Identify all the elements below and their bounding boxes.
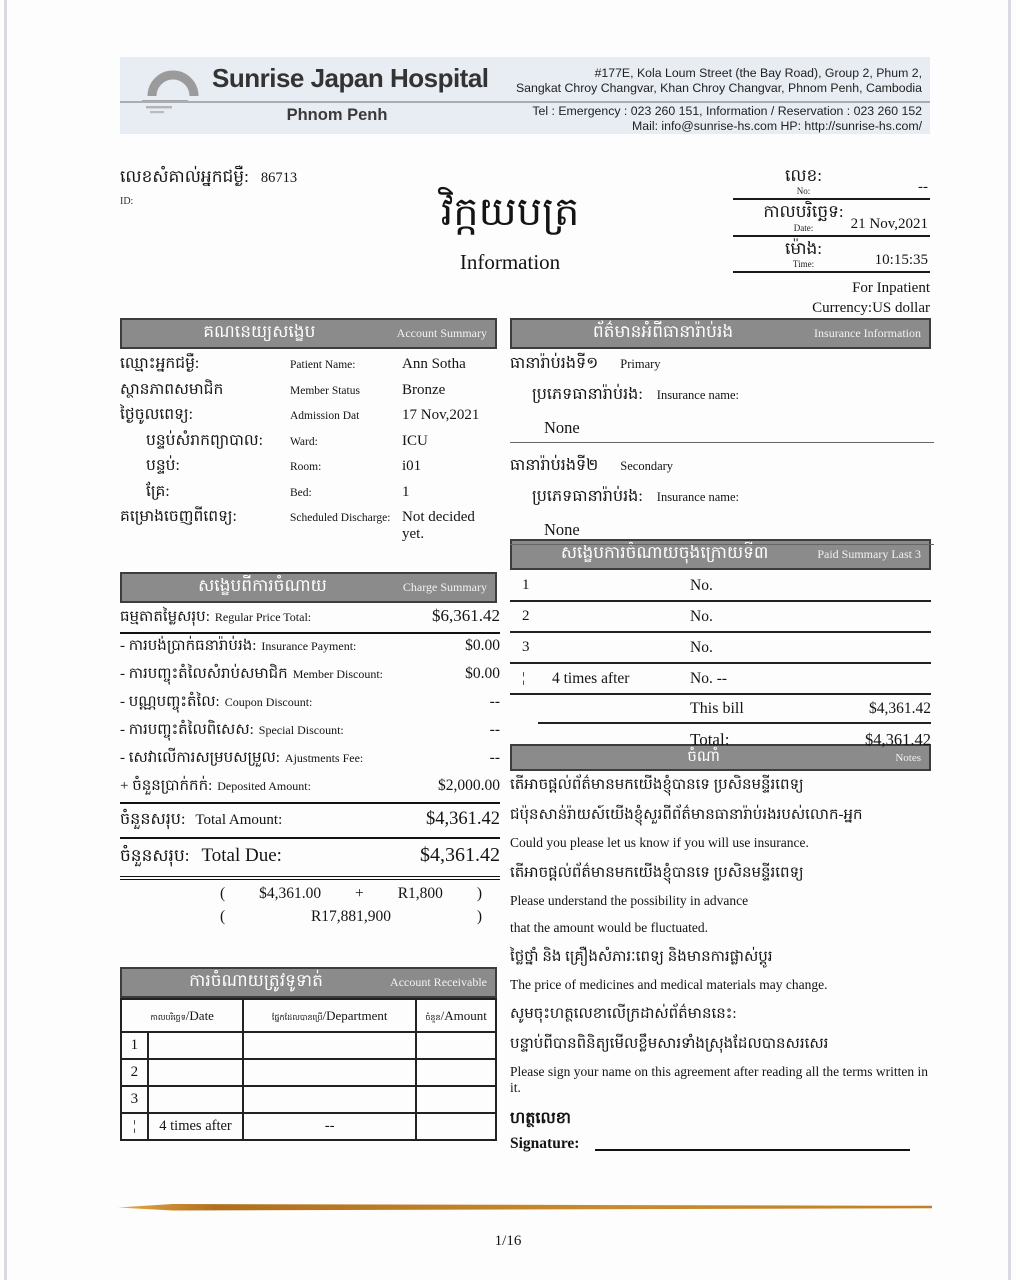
total-amount-label-en: Total Amount:	[195, 812, 283, 828]
regular-price-label-en: Regular Price Total:	[214, 610, 312, 624]
currency-label: Currency:US dollar	[812, 300, 930, 317]
hospital-name: Sunrise Japan Hospital	[212, 63, 489, 93]
total-due-label-km: ចំនួនសរុប:	[120, 846, 190, 865]
paid-row-2-no: No.	[690, 607, 713, 625]
signature-label-km: ហត្ថលេខា	[510, 1110, 571, 1127]
receivable-row-2: 2	[121, 1059, 496, 1086]
meta-date-label-km: កាលបរិច្ឆេទ:	[763, 202, 844, 222]
receivable-col-date-km: កាលបរិច្ឆេទ	[150, 1012, 186, 1022]
paid-row-3-num: 3	[522, 639, 530, 655]
meta-time-label-km: ម៉ោង:	[784, 238, 823, 258]
secondary-insurance-type-en: Insurance name:	[656, 490, 740, 504]
room-value: i01	[402, 458, 422, 474]
deposited-amount-row	[120, 776, 500, 804]
member-discount-value: $0.00	[465, 665, 500, 682]
patient-id-value: 86713	[260, 170, 298, 186]
note-line-9: សូមចុះហត្ថលេខាលើក្រដាស់ព័ត៌មាននេះ:	[510, 1006, 737, 1022]
document-title-km: វិក្កយបត្រ	[440, 189, 580, 234]
deposited-amount-value: $2,000.00	[438, 777, 500, 794]
secondary-insurance-label-en: Secondary	[620, 459, 674, 473]
member-status-row	[120, 379, 500, 405]
member-status-label-en: Member Status	[290, 384, 360, 397]
breakdown1-close-paren: )	[476, 885, 482, 902]
account-receivable-title-en: Account Receivable	[390, 975, 487, 989]
paid-row-4-no: No. --	[690, 669, 728, 687]
paid-row-2-num: 2	[522, 608, 530, 624]
ward-row	[120, 430, 500, 456]
total-amount-label-km: ចំនួនសរុប:	[120, 811, 186, 828]
insurance-title-en: Insurance Information	[814, 326, 921, 340]
note-line-1: តើអាចផ្តល់ព័ត៌មានមកយើងខ្ញុំបានទេ ប្រសិនមន្ទីរពេទ្យ	[510, 777, 804, 793]
coupon-discount-row	[120, 692, 500, 720]
account-summary-body	[120, 353, 500, 543]
room-label-en: Room:	[290, 461, 322, 473]
paid-row-2	[510, 602, 931, 633]
hospital-header	[120, 57, 930, 134]
hospital-address-line2: Sangkat Chroy Changvar, Khan Chroy Changvar, Phnom Penh, Cambodia	[515, 81, 922, 95]
breakdown1-usd: $4,361.00	[259, 885, 322, 902]
primary-insurance-head	[510, 352, 934, 376]
secondary-insurance-label-km: ធានារ៉ាប់រងទី២	[510, 457, 599, 474]
receivable-row-1: 1	[121, 1032, 496, 1059]
receivable-col-department-en: /Department	[322, 1007, 388, 1023]
adjustments-fee-value: --	[489, 749, 500, 766]
scan-right-edge	[1008, 0, 1011, 1280]
special-discount-label-en: Special Discount:	[258, 723, 344, 737]
member-discount-label-en: Member Discount:	[292, 667, 384, 681]
deposited-amount-label-en: Deposited Amount:	[217, 779, 311, 793]
paid-total-row	[510, 724, 931, 755]
bed-label-km: គ្រែ:	[146, 482, 170, 500]
paid-row-4-label: 4 times after	[552, 669, 630, 687]
meta-no-label-en: No:	[796, 186, 811, 197]
admission-date-label-en: Admission Dat	[290, 410, 360, 422]
scheduled-discharge-label-km: គម្រោងចេញពីពេទ្យ:	[120, 508, 237, 525]
member-discount-label-km: - ការបញ្ចុះតំលៃសំរាប់សមាជិក	[120, 666, 288, 682]
account-summary-title-km: គណនេយ្យសង្ខេប	[203, 322, 316, 341]
receivable-col-date	[121, 999, 243, 1032]
insurance-header	[510, 318, 931, 349]
insurance-payment-label-en: Insurance Payment:	[261, 639, 357, 653]
hospital-mail-line: Mail: info@sunrise-hs.com HP: http://sunrise-hs.com/	[632, 119, 922, 133]
note-line-11: Please sign your name on this agreement after reading all the terms written in it.	[510, 1064, 928, 1095]
hospital-phone-line: Tel : Emergency : 023 260 151, Information / Reservation : 023 260 152	[532, 104, 922, 118]
secondary-insurance-underline	[510, 544, 934, 545]
patient-name-row	[120, 353, 500, 379]
breakdown1-plus: +	[355, 885, 364, 902]
signature-label-en: Signature:	[510, 1135, 580, 1152]
insurance-payment-value: $0.00	[465, 637, 500, 654]
adjustments-fee-label-km: - សេវាលើការសម្របសម្រួល:	[120, 750, 280, 766]
patient-id-label-en: ID:	[120, 196, 134, 207]
total-amount-value: $4,361.42	[426, 809, 500, 829]
ward-label-en: Ward:	[290, 435, 318, 448]
inpatient-label: For Inpatient	[852, 280, 930, 297]
paid-row-4-num: ¦	[522, 670, 526, 686]
room-label-km: បន្ទប់:	[146, 457, 180, 474]
insurance-body	[510, 352, 934, 545]
meta-no-row	[733, 166, 930, 200]
regular-price-label-km: ធម្មតាតម្លៃសរុប:	[120, 609, 210, 625]
this-bill-label: This bill	[690, 699, 744, 717]
receivable-header-row	[121, 999, 496, 1032]
notes-title-km: ចំណាំ	[687, 748, 720, 765]
ward-value: ICU	[402, 432, 428, 449]
meta-no-label-km: លេខ:	[784, 166, 823, 185]
this-bill-value: $4,361.42	[869, 699, 931, 717]
account-receivable-title-km: ការចំណាយត្រូវទូទាត់	[189, 971, 323, 990]
gold-divider	[118, 1199, 932, 1208]
member-status-value: Bronze	[402, 381, 446, 398]
adjustments-fee-row	[120, 748, 500, 776]
scan-left-edge	[4, 0, 7, 1280]
receivable-col-amount-km: ចំនួន	[425, 1012, 441, 1022]
bed-label-en: Bed:	[290, 486, 312, 499]
special-discount-row	[120, 720, 500, 748]
note-line-3: Could you please let us know if you will use insurance.	[510, 835, 809, 850]
notes-body	[510, 775, 940, 1153]
hospital-branch: Phnom Penh	[286, 106, 388, 124]
admission-date-value: 17 Nov,2021	[402, 407, 480, 423]
note-line-2: ជប៉ុនសាន់រ៉ាយស៍យើងខ្ញុំសួរពីព័ត៌មានធានារ៉ាប់រងរបស់លោក-អ្នក	[510, 807, 863, 823]
breakdown1-open-paren: (	[220, 885, 226, 902]
account-summary-title-en: Account Summary	[396, 326, 487, 340]
total-amount-row	[120, 804, 500, 839]
insurance-payment-label-km: - ការបង់ប្រាក់ធនារ៉ាប់រង:	[120, 638, 257, 654]
receivable-col-department-km: ផ្នែកដែលបានប្រើ	[271, 1012, 323, 1022]
note-line-10: បន្ទាប់ពីបានពិនិត្យមើលខ្លឹមសារទាំងស្រុងដែលបានសរសេរ	[510, 1036, 829, 1052]
scheduled-discharge-row	[120, 506, 500, 543]
bed-row	[120, 481, 500, 507]
paid-row-3	[510, 633, 931, 664]
primary-insurance-label-km: ធានារ៉ាប់រងទី១	[510, 355, 599, 372]
signature-line	[595, 1149, 910, 1151]
patient-name-label-en: Patient Name:	[290, 359, 356, 371]
note-line-8: The price of medicines and medical materials may change.	[510, 977, 828, 992]
room-row	[120, 455, 500, 481]
receivable-col-amount	[416, 999, 496, 1032]
paid-row-1-num: 1	[522, 577, 530, 593]
document-title-en: Information	[459, 250, 561, 274]
primary-insurance-type	[510, 383, 934, 407]
deposited-amount-label-km: + ចំនួនប្រាក់កក់:	[120, 778, 213, 794]
paid-row-1	[510, 571, 931, 602]
meta-date-row	[733, 202, 930, 236]
patient-id-block	[120, 166, 297, 207]
insurance-payment-row	[120, 636, 500, 664]
bed-value: 1	[402, 483, 410, 500]
coupon-discount-label-km: - បណ្ណបញ្ចុះតំលៃ:	[120, 694, 220, 710]
secondary-insurance-value: None	[544, 520, 580, 539]
secondary-insurance-type-km: ប្រភេទធានារ៉ាប់រង:	[532, 488, 643, 505]
receivable-col-date-en: /Date	[185, 1007, 214, 1023]
charge-summary-header	[120, 572, 497, 603]
meta-time-label-en: Time:	[792, 259, 815, 270]
total-due-row	[120, 839, 500, 880]
page-number: 1/16	[494, 1233, 522, 1249]
breakdown2-riel: R17,881,900	[310, 908, 392, 925]
primary-insurance-underline	[510, 442, 934, 443]
note-line-7: ថ្លៃថ្នាំ និង គ្រឿងសំភារៈពេទ្យ និងមានការផ្លាស់ប្ដូរ	[510, 949, 773, 965]
paid-row-1-no: No.	[690, 576, 713, 594]
paid-row-3-no: No.	[690, 638, 713, 656]
total-due-label-en: Total Due:	[201, 845, 282, 866]
this-bill-row	[538, 695, 931, 724]
notes-title-en: Notes	[895, 751, 921, 764]
paid-summary-body	[510, 571, 931, 755]
scheduled-discharge-value: Not decided yet.	[402, 509, 475, 542]
charge-summary-title-km: សង្ខេបពីការចំណាយ	[198, 576, 327, 595]
patient-id-label-km: លេខសំគាល់អ្នកជម្ងឺ:	[120, 167, 249, 186]
regular-price-row	[120, 606, 500, 634]
member-status-label-km: ស្ថានភាពសមាជិក	[120, 380, 224, 398]
admission-date-row	[120, 404, 500, 430]
ward-label-km: បន្ទប់សំរាកព្យាបាល:	[146, 431, 263, 449]
meta-time-value: 10:15:35	[874, 252, 928, 269]
paid-row-4	[510, 664, 931, 695]
meta-date-label-en: Date:	[793, 222, 814, 233]
charge-summary-body	[120, 606, 500, 926]
receivable-row-4: ¦ 4 times after --	[121, 1113, 496, 1140]
paid-total-value: $4,361.42	[865, 729, 931, 749]
hospital-logo-icon	[140, 62, 206, 119]
note-line-6: that the amount would be fluctuated.	[510, 920, 708, 935]
charge-summary-title-en: Charge Summary	[402, 580, 487, 594]
primary-insurance-type-en: Insurance name:	[656, 388, 740, 402]
account-receivable-header	[120, 967, 497, 998]
note-line-5: Please understand the possibility in advance	[510, 893, 749, 908]
receivable-row-3: 3	[121, 1086, 496, 1113]
adjustments-fee-label-en: Ajustments Fee:	[284, 751, 364, 765]
breakdown2-open-paren: (	[220, 908, 226, 925]
insurance-title-km: ព័ត៌មានអំពីធានារ៉ាប់រង	[592, 322, 734, 341]
admission-date-label-km: ថ្ងៃចូលពេទ្យ:	[120, 406, 193, 423]
primary-insurance-type-km: ប្រភេទធានារ៉ាប់រង:	[532, 386, 643, 403]
paid-total-label: Total:	[690, 729, 730, 749]
paid-summary-title-km: សង្ខេបការចំណាយចុងក្រោយទី៣	[560, 543, 769, 562]
hospital-address-line1: #177E, Kola Loum Street (the Bay Road), Group 2, Phum 2,	[594, 66, 922, 80]
receivable-col-amount-en: /Amount	[440, 1007, 487, 1023]
due-breakdown-line2	[120, 903, 500, 926]
account-receivable-table	[120, 998, 497, 1141]
note-line-4: តើអាចផ្តល់ព័ត៌មានមកយើងខ្ញុំបានទេ ប្រសិនមន្ទីរពេទ្យ	[510, 865, 804, 881]
meta-date-value: 21 Nov,2021	[850, 215, 928, 232]
receivable-col-department	[243, 999, 416, 1032]
patient-name-label-km: ឈ្មោះអ្នកជម្ងឺ:	[120, 355, 200, 372]
special-discount-label-km: - ការបញ្ចុះតំលៃពិសេស:	[120, 722, 254, 738]
document-meta	[733, 166, 930, 317]
primary-insurance-value: None	[544, 418, 580, 437]
primary-insurance-label-en: Primary	[620, 357, 661, 371]
secondary-insurance-type	[510, 485, 934, 509]
patient-name-value: Ann Sotha	[402, 356, 466, 372]
header-divider	[120, 101, 930, 103]
signature-row	[510, 1135, 940, 1153]
account-summary-header	[120, 318, 497, 349]
coupon-discount-value: --	[489, 693, 500, 710]
scheduled-discharge-label-en: Scheduled Discharge:	[290, 512, 391, 524]
meta-time-row	[733, 239, 930, 273]
paid-summary-title-en: Paid Summary Last 3	[817, 547, 921, 561]
total-due-value: $4,361.42	[420, 844, 500, 866]
secondary-insurance-head	[510, 454, 934, 478]
due-breakdown-line1	[120, 880, 500, 903]
coupon-discount-label-en: Coupon Discount:	[224, 695, 313, 709]
regular-price-value: $6,361.42	[432, 606, 500, 625]
breakdown1-riel: R1,800	[397, 885, 443, 902]
meta-no-value: --	[918, 179, 928, 196]
member-discount-row	[120, 664, 500, 692]
special-discount-value: --	[489, 721, 500, 738]
breakdown2-close-paren: )	[476, 908, 482, 925]
